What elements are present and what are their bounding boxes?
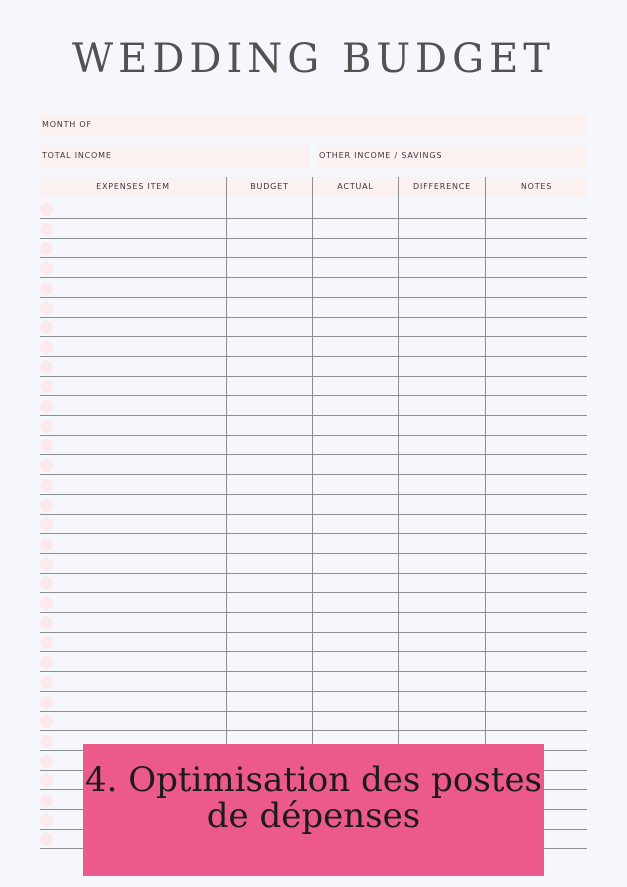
row-marker-dot bbox=[40, 223, 53, 236]
row-marker-dot bbox=[40, 794, 53, 807]
total-income-field[interactable] bbox=[40, 145, 310, 167]
table-row-line bbox=[40, 474, 587, 475]
table-row-line bbox=[40, 395, 587, 396]
table-row-line bbox=[40, 376, 587, 377]
row-marker-dot bbox=[40, 400, 53, 413]
table-row-line bbox=[40, 592, 587, 593]
row-marker-dot bbox=[40, 459, 53, 472]
table-row-line bbox=[40, 711, 587, 712]
section-caption-box bbox=[83, 744, 544, 876]
table-row-line bbox=[40, 612, 587, 613]
row-marker-dot bbox=[40, 696, 53, 709]
table-row-line bbox=[40, 573, 587, 574]
table-row-line bbox=[40, 553, 587, 554]
row-marker-dot bbox=[40, 479, 53, 492]
month-of-field[interactable] bbox=[40, 114, 587, 136]
table-row-line bbox=[40, 356, 587, 357]
row-marker-dot bbox=[40, 656, 53, 669]
total-income-label: TOTAL INCOME bbox=[42, 151, 112, 160]
table-row-line bbox=[40, 730, 587, 731]
row-marker-dot bbox=[40, 420, 53, 433]
row-marker-dot bbox=[40, 636, 53, 649]
row-marker-dot bbox=[40, 617, 53, 630]
table-row-line bbox=[40, 336, 587, 337]
row-marker-dot bbox=[40, 203, 53, 216]
section-caption: 4. Optimisation des postes de dépenses bbox=[84, 760, 543, 836]
row-marker-dot bbox=[40, 361, 53, 374]
row-marker-dot bbox=[40, 341, 53, 354]
row-marker-dot bbox=[40, 262, 53, 275]
row-marker-dot bbox=[40, 321, 53, 334]
table-row-line bbox=[40, 533, 587, 534]
row-marker-dot bbox=[40, 597, 53, 610]
table-row-line bbox=[40, 297, 587, 298]
table-row-line bbox=[40, 494, 587, 495]
row-marker-dot bbox=[40, 676, 53, 689]
row-marker-dot bbox=[40, 755, 53, 768]
table-row-line bbox=[40, 514, 587, 515]
month-of-label: MONTH OF bbox=[42, 120, 92, 129]
table-row-line bbox=[40, 671, 587, 672]
table-row-line bbox=[40, 632, 587, 633]
row-marker-dot bbox=[40, 282, 53, 295]
row-marker-dot bbox=[40, 814, 53, 827]
row-marker-dot bbox=[40, 833, 53, 846]
row-marker-dot bbox=[40, 735, 53, 748]
table-row-line bbox=[40, 691, 587, 692]
row-marker-dot bbox=[40, 439, 53, 452]
row-marker-dot bbox=[40, 499, 53, 512]
table-row-line bbox=[40, 415, 587, 416]
column-header-notes: NOTES bbox=[486, 177, 587, 197]
table-row-line bbox=[40, 454, 587, 455]
row-marker-dot bbox=[40, 774, 53, 787]
table-row-line bbox=[40, 651, 587, 652]
column-header-actual: ACTUAL bbox=[313, 177, 398, 197]
row-marker-dot bbox=[40, 380, 53, 393]
table-row-line bbox=[40, 218, 587, 219]
table-row-line bbox=[40, 257, 587, 258]
other-income-label: OTHER INCOME / SAVINGS bbox=[319, 151, 443, 160]
column-header-difference: DIFFERENCE bbox=[399, 177, 485, 197]
table-row-line bbox=[40, 317, 587, 318]
row-marker-dot bbox=[40, 518, 53, 531]
table-row-line bbox=[40, 435, 587, 436]
page-title: WEDDING BUDGET bbox=[72, 36, 555, 82]
column-header-budget: BUDGET bbox=[227, 177, 312, 197]
row-marker-dot bbox=[40, 242, 53, 255]
row-marker-dot bbox=[40, 558, 53, 571]
row-marker-dot bbox=[40, 715, 53, 728]
row-marker-dot bbox=[40, 538, 53, 551]
table-row-line bbox=[40, 277, 587, 278]
other-income-field[interactable] bbox=[317, 145, 587, 167]
column-header-expenses-item: EXPENSES ITEM bbox=[40, 177, 226, 197]
table-row-line bbox=[40, 238, 587, 239]
row-marker-dot bbox=[40, 302, 53, 315]
row-marker-dot bbox=[40, 577, 53, 590]
